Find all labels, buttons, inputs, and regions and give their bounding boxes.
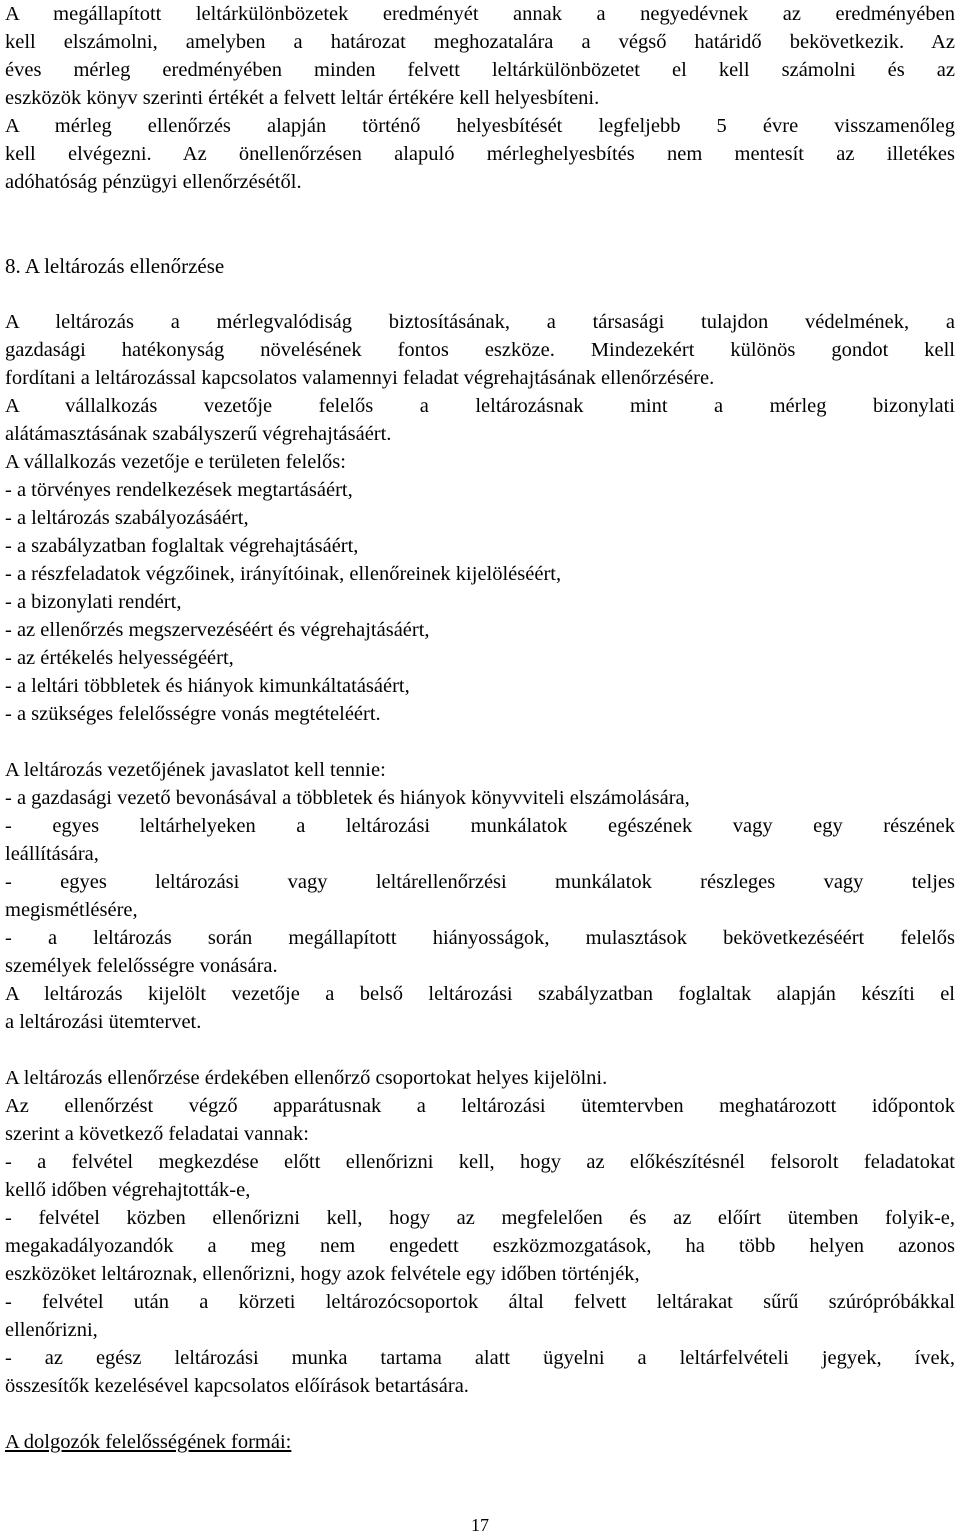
spacer (5, 1400, 955, 1428)
list-item: - a szükséges felelősségre vonás megtételéért. (5, 703, 381, 725)
text-line: A leltározás ellenőrzése érdekében ellenőrző csoportokat helyes kijelölni. (5, 1067, 608, 1089)
list-item: - egyes leltározási vagy leltárellenőrzési munkálatok részleges vagy teljes (5, 871, 955, 893)
list-item: - a gazdasági vezető bevonásával a többletek és hiányok könyvviteli elszámolására, (5, 787, 690, 809)
text-line: kell elszámolni, amelyben a határozat meghozatalára a végső határidő bekövetkezik. Az (5, 31, 955, 53)
text-line: gazdasági hatékonyság növelésének fontos eszköze. Mindezekért különös gondot kell (5, 339, 955, 361)
paragraph-control-tasks (5, 1064, 955, 1400)
text-line: Az ellenőrzést végző apparátusnak a leltározási ütemtervben meghatározott időpontok (5, 1095, 955, 1117)
text-line: A vállalkozás vezetője e területen felelős: (5, 451, 346, 473)
list-item: - a felvétel megkezdése előtt ellenőrizni kell, hogy az előkészítésnél felsorolt feladatokat (5, 1151, 955, 1173)
spacer (5, 224, 955, 252)
list-item: - a leltározás szabályozásáért, (5, 507, 249, 529)
text-line: A leltározás kijelölt vezetője a belső leltározási szabályzatban foglaltak alapján készíti el (5, 983, 955, 1005)
footer-heading (5, 1428, 955, 1456)
list-item: - az értékelés helyességéért, (5, 647, 234, 669)
text-line: A vállalkozás vezetője felelős a leltározásnak mint a mérleg bizonylati (5, 395, 955, 417)
text-line: kell elvégezni. Az önellenőrzésen alapuló mérleghelyesbítés nem mentesít az illetékes (5, 143, 955, 165)
paragraph-settlement (5, 0, 955, 196)
text-line: A leltározás vezetőjének javaslatot kell tennie: (5, 759, 386, 781)
spacer (5, 728, 955, 756)
list-item: - a leltári többletek és hiányok kimunkáltatásáért, (5, 675, 410, 697)
spacer (5, 1036, 955, 1064)
text-line: megakadályozandók a meg nem engedett eszközmozgatások, ha több helyen azonos (5, 1235, 955, 1257)
list-item: - az egész leltározási munka tartama alatt ügyelni a leltárfelvételi jegyek, ívek, (5, 1347, 955, 1369)
list-item: - az ellenőrzés megszervezéséért és végrehajtásáért, (5, 619, 430, 641)
text-line: A leltározás a mérlegvalódiság biztosításának, a társasági tulajdon védelmének, a (5, 311, 955, 333)
list-item: - felvétel közben ellenőrizni kell, hogy az megfelelően és az előírt ütemben folyik-e, (5, 1207, 955, 1229)
text-line: adóhatóság pénzügyi ellenőrzésétől. (5, 171, 302, 193)
text-line: éves mérleg eredményében minden felvett leltárkülönbözetet el kell számolni és az (5, 59, 955, 81)
paragraph-proposals (5, 756, 955, 1036)
section-title: 8. A leltározás ellenőrzése (5, 254, 225, 278)
list-item: - a szabályzatban foglaltak végrehajtásáért, (5, 535, 359, 557)
text-line: A megállapított leltárkülönbözetek eredményét annak a negyedévnek az eredményében (5, 3, 955, 25)
text-line: leállítására, (5, 843, 99, 865)
text-line: A mérleg ellenőrzés alapján történő helyesbítését legfeljebb 5 évre visszamenőleg (5, 115, 955, 137)
spacer (5, 196, 955, 224)
list-item: - a bizonylati rendért, (5, 591, 182, 613)
text-line: kellő időben végrehajtották-e, (5, 1179, 251, 1201)
paragraph-responsibilities (5, 308, 955, 728)
spacer (5, 280, 955, 308)
text-line: megismétlésére, (5, 899, 138, 921)
text-line: fordítani a leltározással kapcsolatos valamennyi feladat végrehajtásának ellenőrzésére. (5, 367, 715, 389)
list-item: - a leltározás során megállapított hiányosságok, mulasztások bekövetkezéséért felelős (5, 927, 955, 949)
text-line: összesítők kezelésével kapcsolatos előírások betartására. (5, 1375, 469, 1397)
list-item: - felvétel után a körzeti leltározócsoportok által felvett leltárakat sűrű szúrópróbákkal (5, 1291, 955, 1313)
text-line: ellenőrizni, (5, 1319, 98, 1341)
footer-heading-text: A dolgozók felelősségének formái: (5, 1431, 292, 1453)
page-number: 17 (471, 1515, 489, 1535)
document-page (5, 0, 955, 1456)
list-item: - egyes leltárhelyeken a leltározási munkálatok egészének vagy egy részének (5, 815, 955, 837)
list-item: - a törvényes rendelkezések megtartásáért, (5, 479, 353, 501)
text-line: szerint a következő feladatai vannak: (5, 1123, 309, 1145)
text-line: eszközöket leltároznak, ellenőrizni, hogy azok felvétele egy időben történjék, (5, 1263, 640, 1285)
text-line: személyek felelősségre vonására. (5, 955, 278, 977)
text-line: alátámasztásának szabályszerű végrehajtásáért. (5, 423, 392, 445)
text-line: a leltározási ütemtervet. (5, 1011, 202, 1033)
text-line: eszközök könyv szerinti értékét a felvett leltár értékére kell helyesbíteni. (5, 87, 600, 109)
list-item: - a részfeladatok végzőinek, irányítóinak, ellenőreinek kijelöléséért, (5, 563, 562, 585)
